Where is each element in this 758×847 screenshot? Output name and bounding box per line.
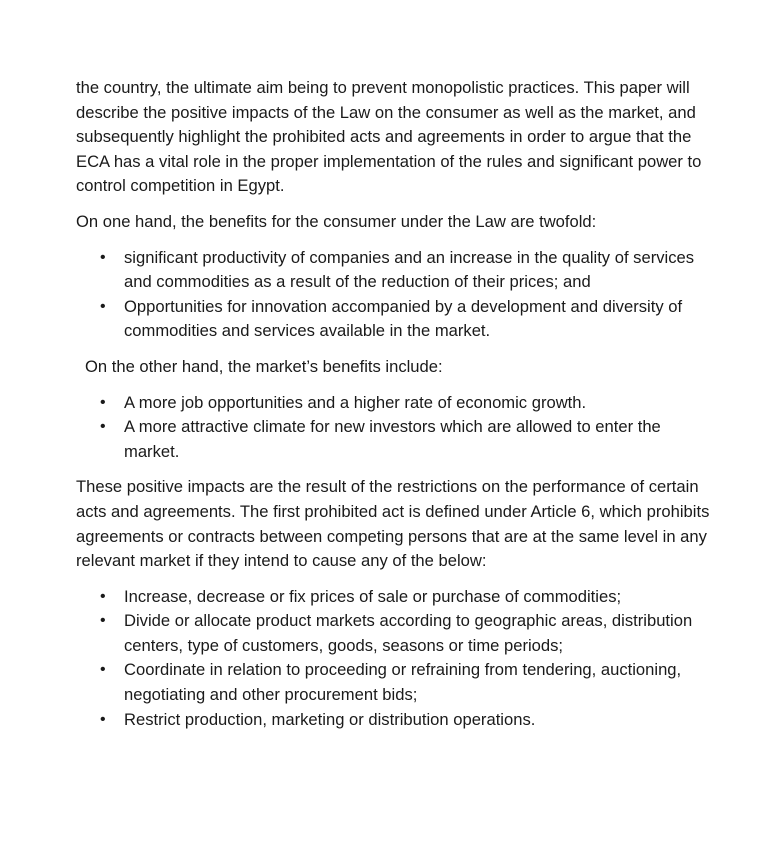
- list-item-text: Divide or allocate product markets according to geographic areas, distribution centers, type of customers, goods, seasons or time periods;: [124, 611, 693, 655]
- list-item-text: Increase, decrease or fix prices of sale or purchase of commodities;: [124, 586, 622, 606]
- list-item-text: A more attractive climate for new investors which are allowed to enter the market.: [124, 417, 661, 461]
- bullet-icon: •: [100, 710, 106, 728]
- list-item: [76, 295, 716, 344]
- bullet-icon: •: [100, 587, 106, 605]
- list-item: [76, 415, 716, 464]
- bullet-icon: •: [100, 612, 106, 630]
- consumer-benefits-heading: On one hand, the benefits for the consumer under the Law are twofold:: [76, 211, 597, 231]
- bullet-icon: •: [100, 297, 106, 315]
- list-item: [76, 708, 716, 733]
- article-6-paragraph: These positive impacts are the result of the restrictions on the performance of certain acts and agreements. The first prohibited act is defined under Article 6, which prohibits agreements or contracts between competing persons that are at the same level in any relevant market if they intend to cause any of the below:: [76, 477, 710, 571]
- list-item-text: Opportunities for innovation accompanied by a development and diversity of commodities and services available in the market.: [124, 296, 683, 341]
- list-item: [76, 658, 716, 707]
- bullet-icon: •: [100, 393, 106, 411]
- list-item-text: Coordinate in relation to proceeding or refraining from tendering, auctioning, negotiating and other procurement bids;: [124, 660, 682, 705]
- list-item: [76, 391, 716, 416]
- market-benefits-list: [76, 391, 716, 465]
- list-item: [76, 585, 716, 610]
- list-item-text: Restrict production, marketing or distribution operations.: [124, 709, 536, 729]
- bullet-icon: •: [100, 661, 106, 679]
- market-benefits-heading: On the other hand, the market’s benefits include:: [85, 356, 443, 376]
- bullet-icon: •: [100, 418, 106, 436]
- list-item-text: significant productivity of companies and an increase in the quality of services and commodities as a result of the reduction of their prices; and: [124, 247, 695, 292]
- prohibited-acts-list: [76, 585, 716, 733]
- intro-paragraph: the country, the ultimate aim being to prevent monopolistic practices. This paper will describe the positive impacts of the Law on the consumer as well as the market, and subsequently highlight the prohibited acts and agreements in order to argue that the ECA has a vital role in the proper implementation of the rules and significant power to control competition in Egypt.: [76, 78, 702, 196]
- consumer-benefits-list: [76, 246, 716, 344]
- list-item: [76, 609, 716, 658]
- bullet-icon: •: [100, 248, 106, 266]
- list-item-text: A more job opportunities and a higher rate of economic growth.: [124, 392, 587, 412]
- list-item: [76, 246, 716, 295]
- document-page: [76, 76, 716, 732]
